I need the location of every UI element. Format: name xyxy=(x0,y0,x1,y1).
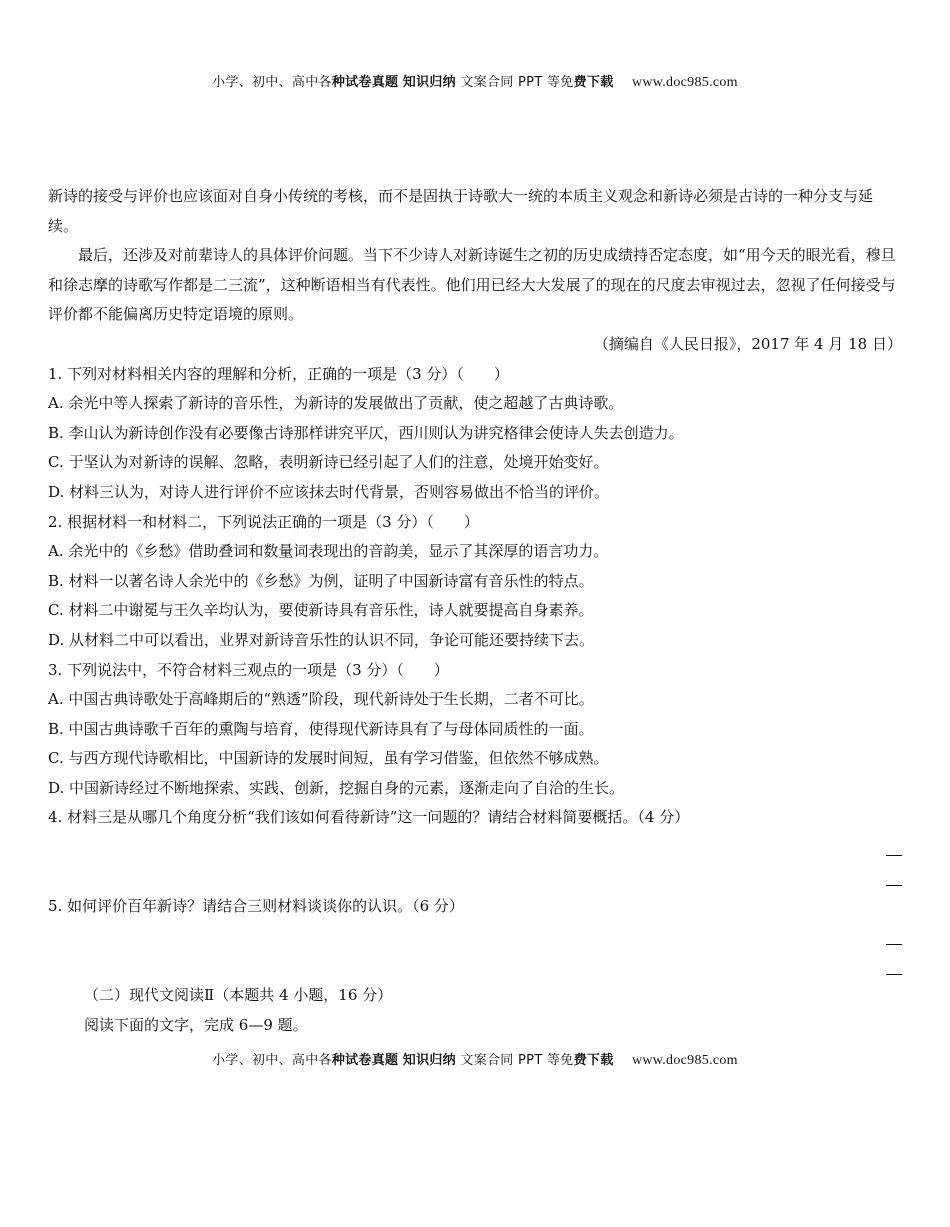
banner-text-1: 小学、初中、高中各 xyxy=(212,75,332,90)
answer-line xyxy=(886,944,902,945)
passage-paragraph-2: 最后，还涉及对前辈诗人的具体评价问题。当下不少诗人对新诗诞生之初的历史成绩持否定态度，如“用今天的眼光看，穆旦和徐志摩的诗歌写作都是二三流”，这种断语相当有代表性。他们用已经大大发展了的现在的尺度去审视过去，忽视了任何接受与评价都不能偏离历史特定语境的原则。 xyxy=(48,246,896,324)
answer-line xyxy=(886,855,902,856)
banner-text-5: 费下载 xyxy=(573,1053,614,1068)
question-1: 1. 下列对材料相关内容的理解和分析，正确的一项是（3 分）（ ） xyxy=(48,364,509,383)
question-5: 5. 如何评价百年新诗？请结合三则材料谈谈你的认识。（6 分） xyxy=(48,897,464,916)
banner-text-2: 种试卷真题 xyxy=(331,1053,399,1068)
question-2-option-a: A. 余光中的《乡愁》借助叠词和数量词表现出的音韵美，显示了其深厚的语言功力。 xyxy=(48,542,609,561)
banner-text-3: 知识归纳 xyxy=(402,75,456,90)
answer-area-5 xyxy=(48,922,902,981)
passage-source: （摘编自《人民日报》，2017 年 4 月 18 日） xyxy=(593,334,902,353)
question-4: 4. 材料三是从哪几个角度分析“我们该如何看待新诗”这一问题的？请结合材料简要概括。（4 分） xyxy=(48,808,690,827)
question-1-option-b: B. 李山认为新诗创作没有必要像古诗那样讲究平仄，西川则认为讲究格律会使诗人失去创造力。 xyxy=(48,423,684,442)
passage-paragraph-1: 新诗的接受与评价也应该面对自身小传统的考核，而不是固执于诗歌大一统的本质主义观念和新诗必须是古诗的一种分支与延续。 xyxy=(48,187,874,235)
footer-banner xyxy=(0,1049,950,1069)
question-3: 3. 下列说法中，不符合材料三观点的一项是（3 分）（ ） xyxy=(48,660,449,679)
question-2-option-d: D. 从材料二中可以看出，业界对新诗音乐性的认识不同，争论可能还要持续下去。 xyxy=(48,630,595,649)
answer-line xyxy=(886,885,902,886)
answer-line xyxy=(886,974,902,975)
banner-text-3: 知识归纳 xyxy=(402,1053,456,1068)
banner-text-4: 文案合同 PPT 等免 xyxy=(460,75,574,90)
section-heading: （二）现代文阅读Ⅱ（本题共 4 小题，16 分） xyxy=(84,986,393,1005)
question-2: 2. 根据材料一和材料二，下列说法正确的一项是（3 分）（ ） xyxy=(48,512,479,531)
banner-text-2: 种试卷真题 xyxy=(331,75,399,90)
question-2-option-b: B. 材料一以著名诗人余光中的《乡愁》为例，证明了中国新诗富有音乐性的特点。 xyxy=(48,571,594,590)
banner-text-5: 费下载 xyxy=(573,75,614,90)
question-3-option-d: D. 中国新诗经过不断地探索、实践、创新，挖掘自身的元素，逐渐走向了自洽的生长。 xyxy=(48,778,625,797)
banner-text-1: 小学、初中、高中各 xyxy=(212,1053,332,1068)
banner-text-4: 文案合同 PPT 等免 xyxy=(460,1053,574,1068)
question-3-option-a: A. 中国古典诗歌处于高峰期后的“熟透”阶段，现代新诗处于生长期，二者不可比。 xyxy=(48,690,594,709)
header-banner xyxy=(0,71,950,91)
question-2-option-c: C. 材料二中谢冕与王久辛均认为，要使新诗具有音乐性，诗人就要提高自身素养。 xyxy=(48,601,594,620)
answer-area-4 xyxy=(48,833,902,892)
document-body xyxy=(48,182,902,1040)
question-1-option-c: C. 于坚认为对新诗的误解、忽略，表明新诗已经引起了人们的注意，处境开始变好。 xyxy=(48,453,609,472)
question-1-option-d: D. 材料三认为，对诗人进行评价不应该抹去时代背景，否则容易做出不恰当的评价。 xyxy=(48,482,610,501)
banner-url: www.doc985.com xyxy=(631,75,738,90)
question-3-option-b: B. 中国古典诗歌千百年的熏陶与培育，使得现代新诗具有了与母体同质性的一面。 xyxy=(48,719,594,738)
banner-url: www.doc985.com xyxy=(631,1053,738,1068)
question-3-option-c: C. 与西方现代诗歌相比，中国新诗的发展时间短，虽有学习借鉴，但依然不够成熟。 xyxy=(48,749,609,768)
section-instruction: 阅读下面的文字，完成 6—9 题。 xyxy=(84,1015,308,1034)
question-1-option-a: A. 余光中等人探索了新诗的音乐性，为新诗的发展做出了贡献，使之超越了古典诗歌。 xyxy=(48,394,624,413)
